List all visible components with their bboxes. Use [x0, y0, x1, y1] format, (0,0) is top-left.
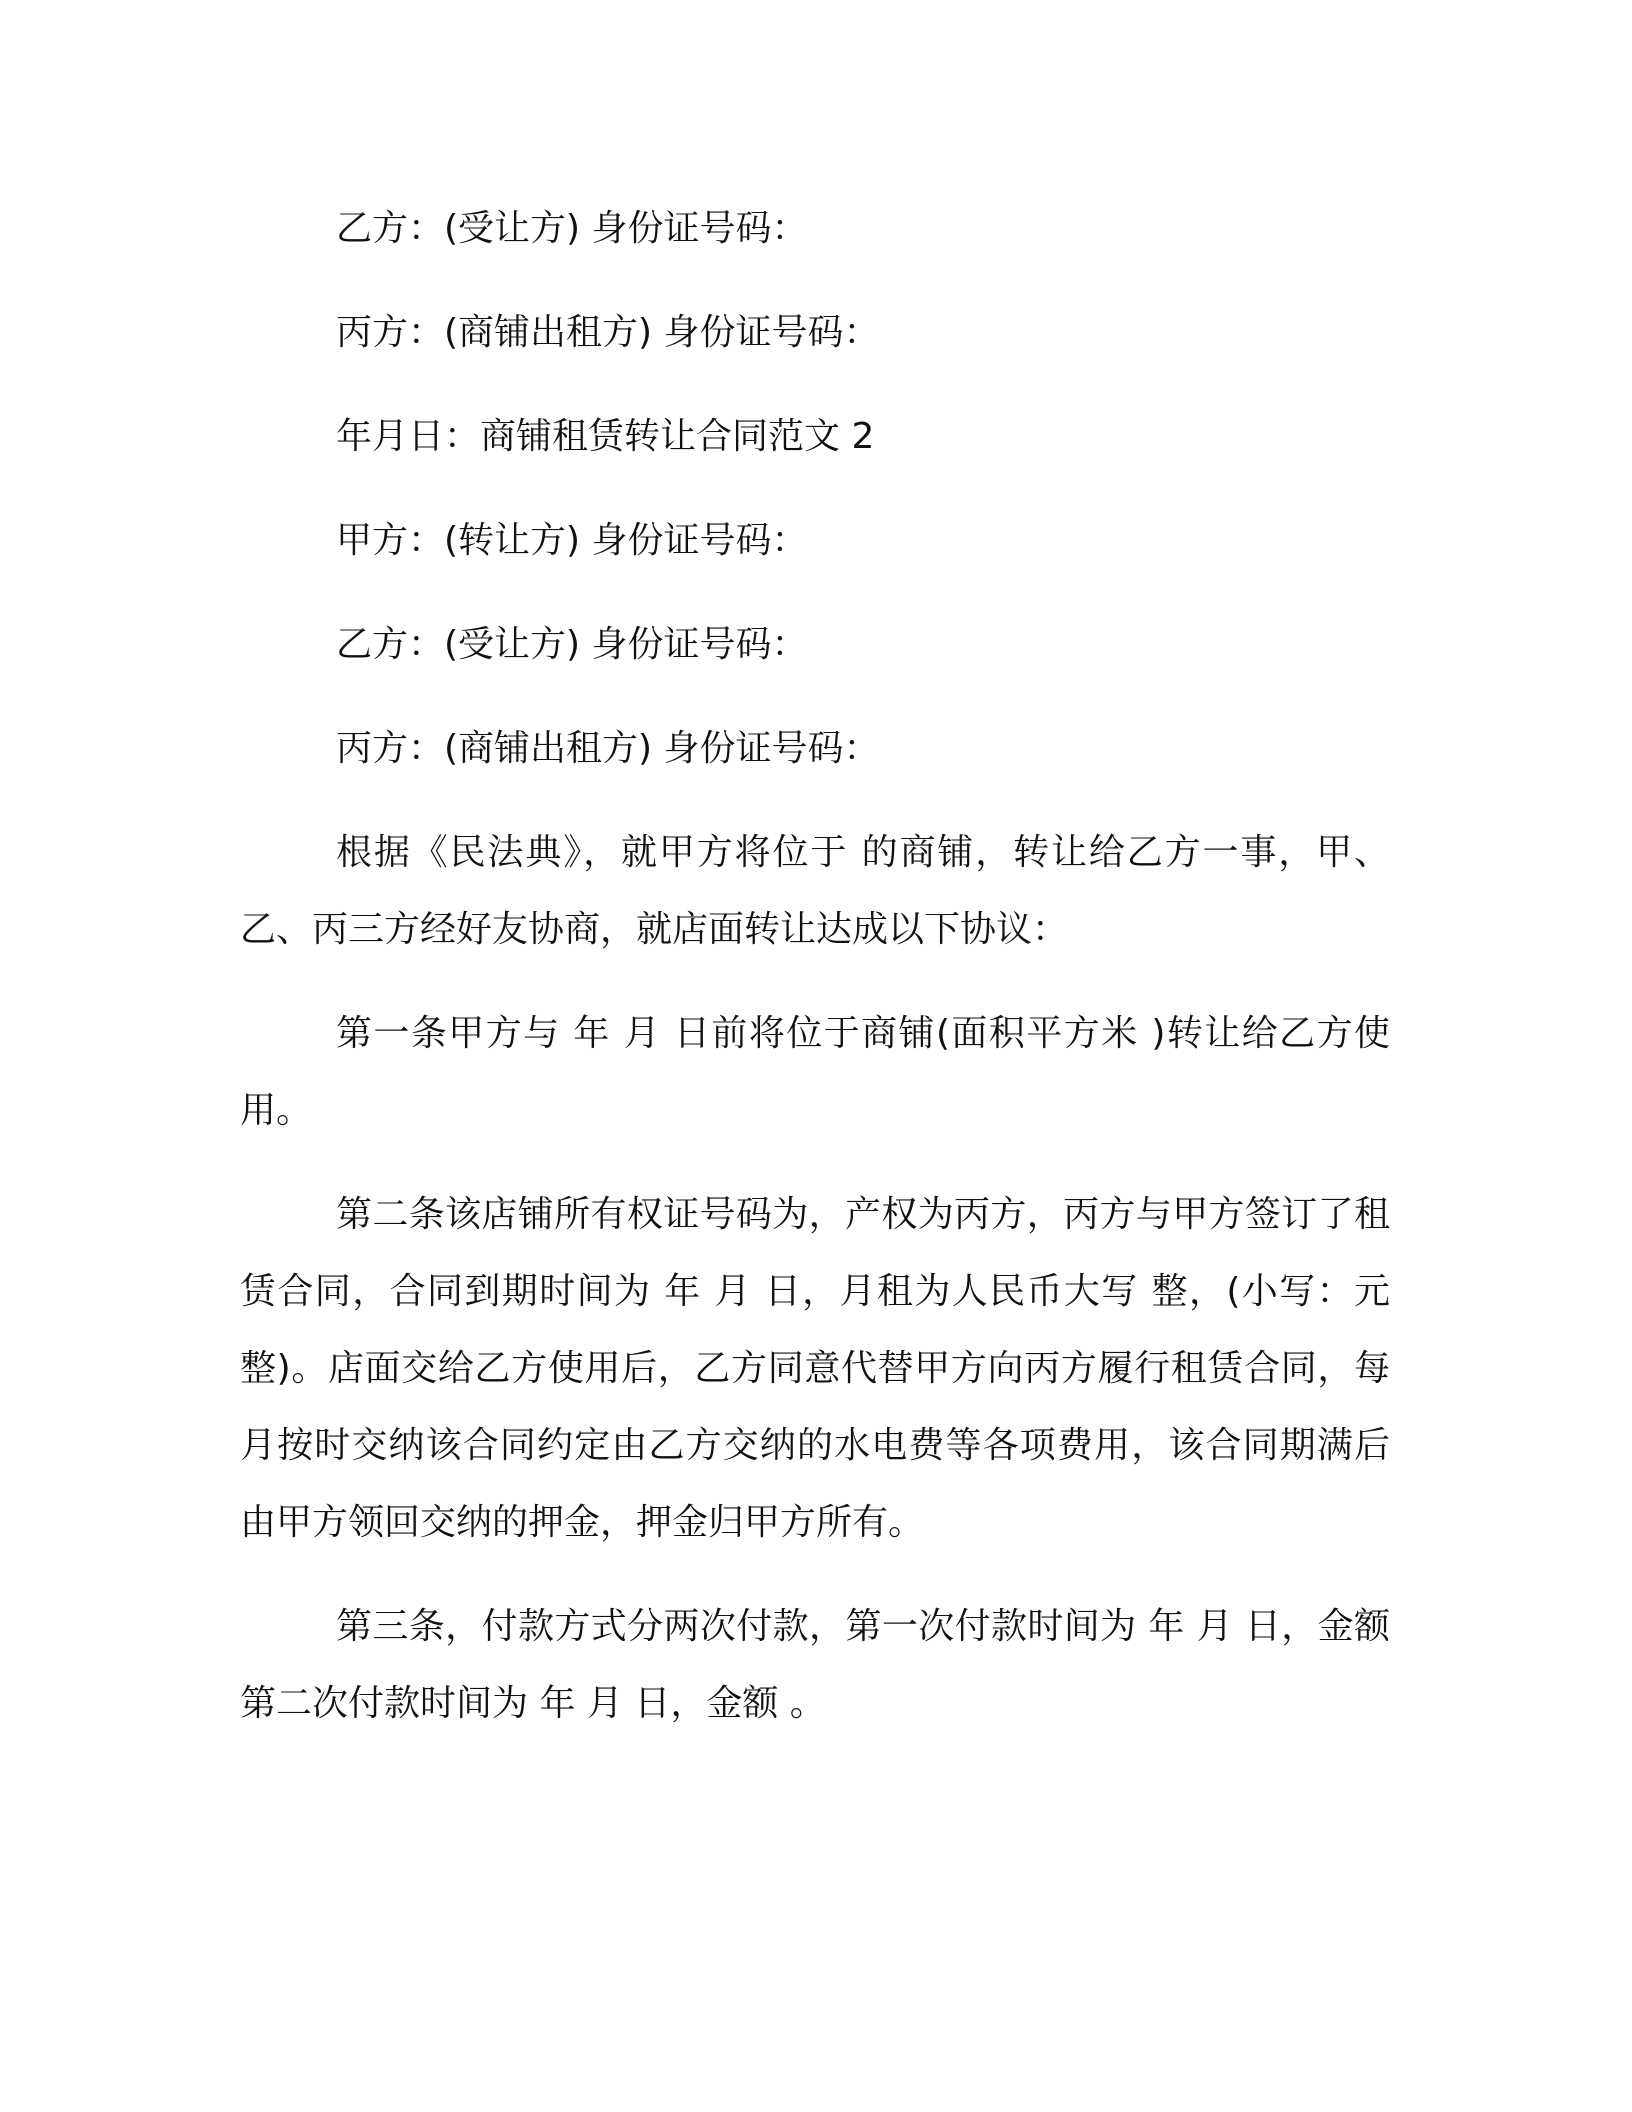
party-c-id-line: 丙方：(商铺出租方) 身份证号码： [336, 312, 880, 353]
preamble-paragraph: 根据《民法典》，就甲方将位于 的商铺，转让给乙方一事，甲、乙、丙三方经好友协商，就店面转让达成以下协议： [240, 832, 1390, 950]
article-3-paragraph: 第三条，付款方式分两次付款，第一次付款时间为 年 月 日，金额 第二次付款时间为 年 月 日，金额 。 [240, 1606, 1390, 1724]
party-b-id-line-2: 乙方：(受让方) 身份证号码： [336, 624, 808, 665]
article-1-paragraph: 第一条甲方与 年 月 日前将位于商铺(面积平方米 )转让给乙方使用。 [240, 1013, 1390, 1131]
party-a-id-line: 甲方：(转让方) 身份证号码： [336, 520, 808, 561]
document-body [240, 190, 1390, 1742]
party-c-id-line-2: 丙方：(商铺出租方) 身份证号码： [336, 728, 880, 769]
article-2-paragraph: 第二条该店铺所有权证号码为，产权为丙方，丙方与甲方签订了租赁合同，合同到期时间为 年 月 日，月租为人民币大写 整，(小写：元整)。店面交给乙方使用后，乙方同意代替甲方向丙方履行租赁合同，每月按时交纳该合同约定由乙方交纳的水电费等各项费用，该合同期满后由甲方领回交纳的押金，押金归甲方所有。 [240, 1194, 1390, 1543]
date-and-sample-title-line: 年月日：商铺租赁转让合同范文 2 [336, 416, 875, 457]
party-b-id-line: 乙方：(受让方) 身份证号码： [336, 208, 808, 249]
